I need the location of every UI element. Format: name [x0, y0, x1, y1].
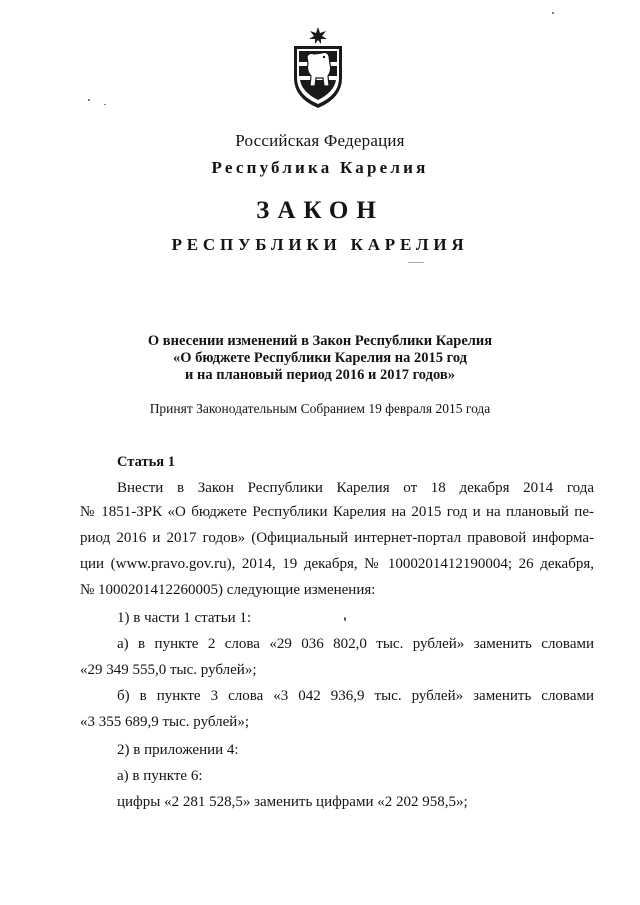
law-title-line-2: «О бюджете Республики Карелия на 2015 год: [172, 350, 468, 366]
document-issuer: РЕСПУБЛИКИ КАРЕЛИЯ: [171, 235, 469, 254]
law-title-line-3: и на плановый период 2016 и 2017 годов»: [185, 367, 455, 383]
adoption-note: Принят Законодательным Собранием 19 февраля 2015 года: [149, 401, 491, 416]
republic-name: Республика Карелия: [211, 158, 429, 177]
body-line: № 1000201412260005) следующие изменения:: [80, 582, 376, 598]
scan-speck: [104, 104, 106, 105]
law-title-line-1: О внесении изменений в Закон Республики Карелия: [147, 333, 493, 349]
body-line: «29 349 555,0 тыс. рублей»;: [80, 662, 257, 678]
body-line: б) в пункте 3 слова «3 042 936,9 тыс. рублей» заменить словами: [117, 688, 594, 704]
body-line: а) в пункте 2 слова «29 036 802,0 тыс. рублей» заменить словами: [117, 636, 594, 652]
body-line: «3 355 689,9 тыс. рублей»;: [80, 714, 249, 730]
scan-speck: [344, 617, 346, 621]
body-line: цифры «2 281 528,5» заменить цифрами «2 202 958,5»;: [117, 794, 468, 810]
scan-speck: [88, 99, 90, 101]
scan-speck: [408, 262, 424, 263]
body-line: риод 2016 и 2017 годов» (Официальный интернет-портал правовой информа-: [80, 530, 594, 546]
body-line: 1) в части 1 статьи 1:: [117, 610, 252, 626]
body-line: Внести в Закон Республики Карелия от 18 декабря 2014 года: [117, 480, 594, 496]
body-line: 2) в приложении 4:: [117, 742, 239, 758]
article-heading: Статья 1: [117, 454, 175, 470]
body-line: а) в пункте 6:: [117, 768, 203, 784]
document-type: ЗАКОН: [256, 197, 384, 224]
body-line: № 1851-ЗРК «О бюджете Республики Карелия на 2015 год и на плановый пе-: [80, 504, 594, 520]
country-name: Российская Федерация: [235, 131, 405, 150]
star-icon: [309, 27, 327, 44]
karelia-coat-of-arms-icon: [288, 26, 348, 110]
body-line: ции (www.pravo.gov.ru), 2014, 19 декабря, № 1000201412190004; 26 декабря,: [80, 556, 594, 572]
scan-speck: [552, 12, 554, 14]
